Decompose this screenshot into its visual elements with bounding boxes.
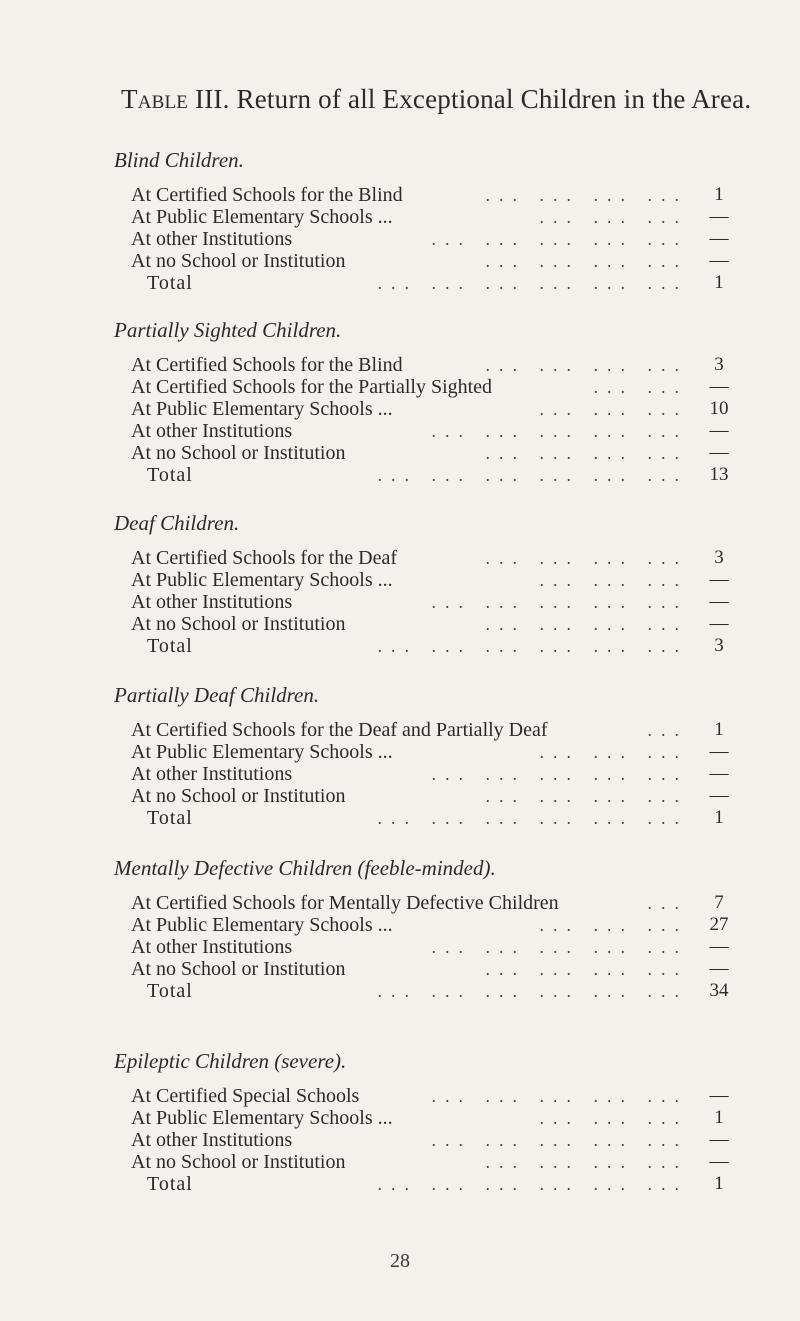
row-value: — <box>709 1085 729 1106</box>
row-label: At no School or Institution <box>131 250 346 272</box>
row-value: — <box>709 1151 729 1172</box>
table-row <box>0 1129 800 1151</box>
leader-dots: ... ... ... ... <box>485 1152 688 1172</box>
leader-dots: ... ... <box>593 377 688 397</box>
table-row <box>0 376 800 398</box>
section-heading: Epileptic Children (severe). <box>114 1049 347 1073</box>
row-value: — <box>709 376 729 397</box>
title-text: Return of all Exceptional Children in the Area. <box>236 84 752 114</box>
row-label: At Certified Schools for the Deaf <box>131 547 398 569</box>
leader-dots: ... ... ... ... ... <box>431 1130 688 1150</box>
table-row <box>0 206 800 228</box>
row-label: Total <box>147 1173 193 1195</box>
leader-dots: ... ... ... ... <box>485 614 688 634</box>
row-value: 3 <box>714 635 724 656</box>
leader-dots: ... ... ... ... <box>485 251 688 271</box>
leader-dots: ... ... ... ... ... ... <box>377 808 688 828</box>
leader-dots: ... ... ... <box>539 207 688 227</box>
row-value: — <box>709 613 729 634</box>
row-label: At other Institutions <box>131 763 293 785</box>
leader-dots: ... ... ... ... ... ... <box>377 273 688 293</box>
row-label: At no School or Institution <box>131 1151 346 1173</box>
leader-dots: ... ... ... ... ... <box>431 592 688 612</box>
leader-dots: ... ... ... ... ... ... <box>377 981 688 1001</box>
row-value: — <box>709 250 729 271</box>
row-value: 1 <box>714 272 724 293</box>
row-value: 1 <box>714 807 724 828</box>
leader-dots: ... ... ... <box>539 915 688 935</box>
row-label: At other Institutions <box>131 936 293 958</box>
table-row <box>0 635 800 657</box>
row-value: — <box>709 591 729 612</box>
row-label: Total <box>147 807 193 829</box>
row-label: At Public Elementary Schools ... <box>131 1107 393 1129</box>
leader-dots: ... ... ... ... <box>485 355 688 375</box>
table-row <box>0 980 800 1002</box>
row-label: At other Institutions <box>131 591 293 613</box>
row-value: — <box>709 741 729 762</box>
leader-dots: ... <box>647 720 688 740</box>
leader-dots: ... ... ... <box>539 1108 688 1128</box>
table-row <box>0 958 800 980</box>
table-row <box>0 936 800 958</box>
table-row <box>0 914 800 936</box>
table-row <box>0 569 800 591</box>
table-row <box>0 272 800 294</box>
table-row <box>0 442 800 464</box>
row-label: Total <box>147 980 193 1002</box>
table-row <box>0 1151 800 1173</box>
row-label: At Public Elementary Schools ... <box>131 741 393 763</box>
table-row <box>0 807 800 829</box>
row-value: — <box>709 442 729 463</box>
row-label: At Public Elementary Schools ... <box>131 914 393 936</box>
row-value: — <box>709 569 729 590</box>
leader-dots: ... ... ... ... ... ... <box>377 465 688 485</box>
leader-dots: ... ... ... <box>539 399 688 419</box>
row-value: — <box>709 958 729 979</box>
row-label: At Certified Schools for the Deaf and Partially Deaf <box>131 719 548 741</box>
row-label: At no School or Institution <box>131 785 346 807</box>
row-value: 3 <box>714 354 724 375</box>
table-row <box>0 228 800 250</box>
table-row <box>0 354 800 376</box>
page-title <box>121 84 751 115</box>
row-value: — <box>709 206 729 227</box>
row-label: At no School or Institution <box>131 613 346 635</box>
table-row <box>0 184 800 206</box>
row-label: At no School or Institution <box>131 958 346 980</box>
leader-dots: ... ... ... <box>539 570 688 590</box>
table-row <box>0 591 800 613</box>
table-row <box>0 719 800 741</box>
page-number: 28 <box>390 1250 410 1272</box>
row-label: At no School or Institution <box>131 442 346 464</box>
leader-dots: ... ... ... ... ... <box>431 421 688 441</box>
row-label: At other Institutions <box>131 228 293 250</box>
table-row <box>0 250 800 272</box>
row-label: Total <box>147 635 193 657</box>
leader-dots: ... ... ... ... <box>485 786 688 806</box>
leader-dots: ... ... ... ... ... <box>431 1086 688 1106</box>
table-row <box>0 741 800 763</box>
row-value: 3 <box>714 547 724 568</box>
row-value: 1 <box>714 1173 724 1194</box>
table-row <box>0 547 800 569</box>
row-label: At Certified Schools for the Partially Sighted <box>131 376 493 398</box>
table-row <box>0 892 800 914</box>
row-label: At other Institutions <box>131 1129 293 1151</box>
row-value: — <box>709 1129 729 1150</box>
section-heading: Partially Sighted Children. <box>114 318 342 342</box>
leader-dots: ... <box>647 893 688 913</box>
section-heading: Blind Children. <box>114 148 244 172</box>
leader-dots: ... ... ... ... ... ... <box>377 636 688 656</box>
table-row <box>0 763 800 785</box>
table-row <box>0 613 800 635</box>
leader-dots: ... ... ... ... <box>485 443 688 463</box>
leader-dots: ... ... ... ... <box>485 548 688 568</box>
table-row <box>0 398 800 420</box>
section-heading: Mentally Defective Children (feeble-minded). <box>114 856 496 880</box>
leader-dots: ... ... ... ... ... <box>431 229 688 249</box>
row-value: 27 <box>709 914 729 935</box>
leader-dots: ... ... ... ... ... <box>431 764 688 784</box>
leader-dots: ... ... ... ... <box>485 959 688 979</box>
table-row <box>0 464 800 486</box>
row-label: At Certified Schools for the Blind <box>131 354 403 376</box>
row-value: — <box>709 763 729 784</box>
row-label: At Certified Schools for the Blind <box>131 184 403 206</box>
row-value: 1 <box>714 719 724 740</box>
leader-dots: ... ... ... <box>539 742 688 762</box>
row-label: At Public Elementary Schools ... <box>131 398 393 420</box>
row-value: — <box>709 228 729 249</box>
table-row <box>0 1085 800 1107</box>
row-label: At Certified Special Schools <box>131 1085 360 1107</box>
row-label: At Certified Schools for Mentally Defective Children <box>131 892 559 914</box>
row-label: Total <box>147 272 193 294</box>
section-heading: Deaf Children. <box>114 511 240 535</box>
row-value: 34 <box>709 980 729 1001</box>
table-row <box>0 785 800 807</box>
leader-dots: ... ... ... ... <box>485 185 688 205</box>
table-row <box>0 1107 800 1129</box>
row-label: At Public Elementary Schools ... <box>131 206 393 228</box>
row-value: — <box>709 936 729 957</box>
row-value: 13 <box>709 464 729 485</box>
table-row <box>0 1173 800 1195</box>
row-value: 10 <box>709 398 729 419</box>
title-prefix: Table III. <box>121 84 230 114</box>
leader-dots: ... ... ... ... ... ... <box>377 1174 688 1194</box>
row-value: — <box>709 420 729 441</box>
row-value: 7 <box>714 892 724 913</box>
row-label: At other Institutions <box>131 420 293 442</box>
row-label: At Public Elementary Schools ... <box>131 569 393 591</box>
row-label: Total <box>147 464 193 486</box>
row-value: — <box>709 785 729 806</box>
row-value: 1 <box>714 184 724 205</box>
section-heading: Partially Deaf Children. <box>114 683 320 707</box>
leader-dots: ... ... ... ... ... <box>431 937 688 957</box>
table-row <box>0 420 800 442</box>
row-value: 1 <box>714 1107 724 1128</box>
